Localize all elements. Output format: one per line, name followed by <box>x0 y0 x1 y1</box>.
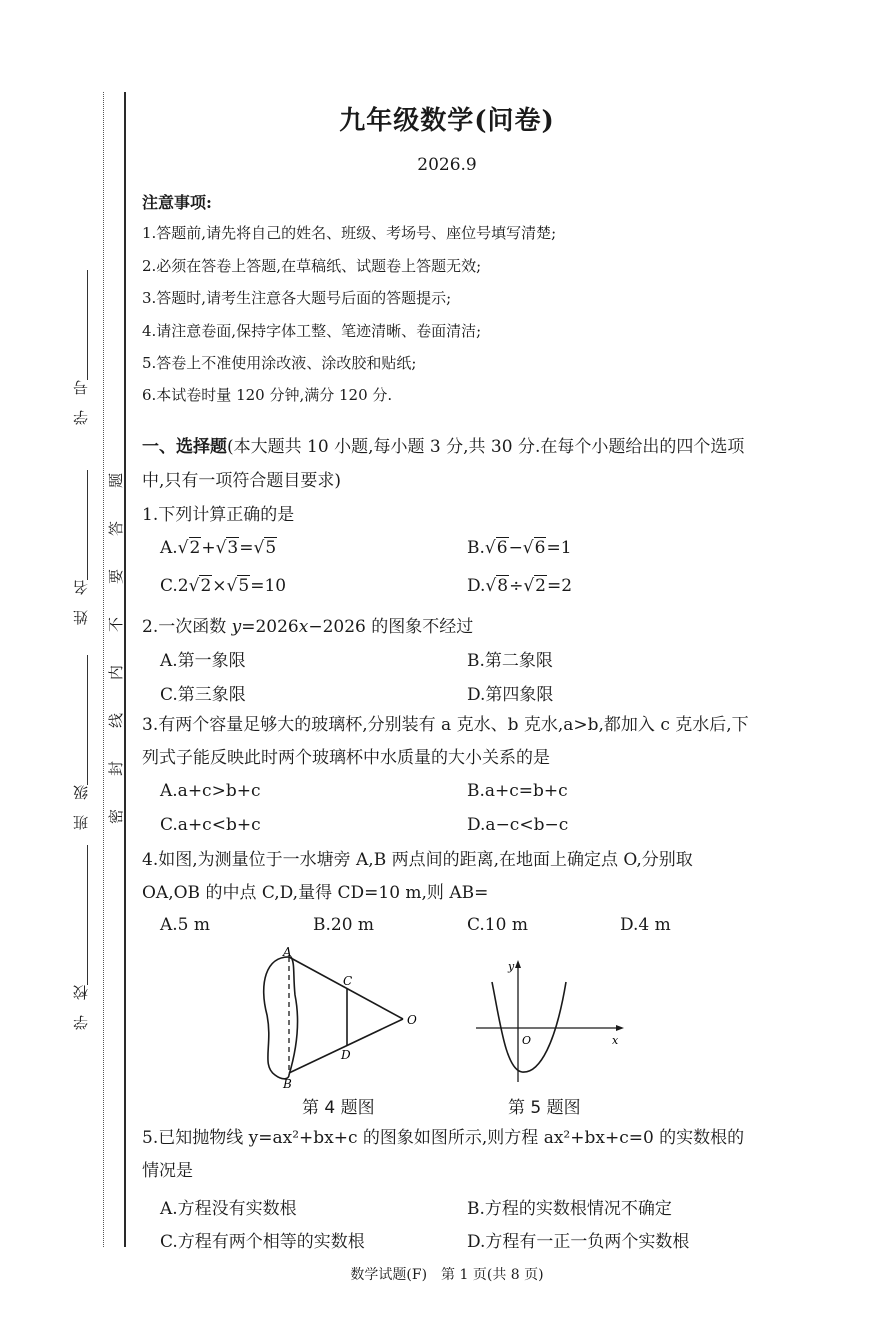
question-3-option-c[interactable]: C.a+c<b+c <box>160 815 261 835</box>
question-1-stem: 1.下列计算正确的是 <box>142 505 295 525</box>
question-5-option-c[interactable]: C.方程有两个相等的实数根 <box>160 1232 365 1252</box>
field-label: 姓 名 <box>72 580 90 625</box>
question-3-option-d[interactable]: D.a−c<b−c <box>467 815 569 835</box>
question-3-option-b[interactable]: B.a+c=b+c <box>467 781 568 801</box>
question-4-option-d[interactable]: D.4 m <box>620 915 671 935</box>
point-label-d: D <box>341 1048 351 1062</box>
note-item: 1.答题前,请先将自己的姓名、班级、考场号、座位号填写清楚; <box>142 224 557 242</box>
point-label-b: B <box>283 1077 292 1091</box>
point-label-o: O <box>407 1013 417 1027</box>
field-underline <box>87 845 88 985</box>
section-title: 一、选择题 <box>142 437 227 457</box>
section-desc: (本大题共 10 小题,每小题 3 分,共 30 分.在每个小题给出的四个选项中,只有一项符合题目要求) <box>142 437 745 491</box>
segment-ob <box>289 1019 403 1073</box>
field-label: 学 校 <box>72 985 90 1030</box>
exam-date: 2026.9 <box>417 155 477 175</box>
seal-char: 不 <box>107 616 126 633</box>
pond-outline <box>264 957 298 1079</box>
student-id-field[interactable] <box>70 270 91 425</box>
question-3-option-a[interactable]: A.a+c>b+c <box>160 781 261 801</box>
note-item: 6.本试卷时量 120 分钟,满分 120 分. <box>142 386 393 404</box>
question-2-option-b[interactable]: B.第二象限 <box>467 651 553 671</box>
question-1-option-b[interactable]: B.√6−√6=1 <box>467 538 572 558</box>
note-item: 2.必须在答卷上答题,在草稿纸、试题卷上答题无效; <box>142 257 482 275</box>
question-5-option-d[interactable]: D.方程有一正一负两个实数根 <box>467 1232 690 1252</box>
exam-title: 九年级数学(问卷) <box>339 106 555 136</box>
question-2-option-a[interactable]: A.第一象限 <box>160 651 246 671</box>
figure-4-caption: 第 4 题图 <box>302 1098 375 1118</box>
field-underline <box>87 470 88 580</box>
axis-label-y: y <box>508 960 515 973</box>
question-2-option-c[interactable]: C.第三象限 <box>160 685 246 705</box>
question-5-option-b[interactable]: B.方程的实数根情况不确定 <box>467 1199 672 1219</box>
name-field[interactable] <box>70 470 91 625</box>
y-axis-arrow <box>515 960 521 968</box>
page-footer: 数学试题(F) 第 1 页(共 8 页) <box>350 1267 544 1283</box>
seal-char: 密 <box>107 808 126 825</box>
seal-char: 答 <box>107 520 126 537</box>
field-underline <box>87 655 88 785</box>
note-item: 5.答卷上不准使用涂改液、涂改胶和贴纸; <box>142 354 417 372</box>
axis-label-x: x <box>612 1034 619 1047</box>
origin-label: O <box>522 1034 532 1047</box>
stem-part: −2026 的图象不经过 <box>308 617 474 637</box>
x-axis-arrow <box>616 1025 624 1031</box>
point-label-c: C <box>343 974 353 988</box>
figure-5-caption: 第 5 题图 <box>508 1098 581 1118</box>
seal-warning <box>107 470 126 827</box>
question-2-option-d[interactable]: D.第四象限 <box>467 685 554 705</box>
question-4-stem: 4.如图,为测量位于一水塘旁 A,B 两点间的距离,在地面上确定点 O,分别取 OA,OB 的中点 C,D,量得 CD=10 m,则 AB= <box>142 850 693 903</box>
question-1-option-d[interactable]: D.√8÷√2=2 <box>467 576 573 596</box>
field-underline <box>87 270 88 380</box>
question-4-option-a[interactable]: A.5 m <box>160 915 211 935</box>
figure-4-pond-diagram <box>255 945 435 1095</box>
question-4-option-c[interactable]: C.10 m <box>467 915 528 935</box>
note-item: 4.请注意卷面,保持字体工整、笔迹清晰、卷面清洁; <box>142 322 482 340</box>
seal-char: 题 <box>107 472 126 489</box>
question-1-option-c[interactable]: C.2√2×√5=10 <box>160 576 287 596</box>
class-field[interactable] <box>70 655 91 830</box>
field-label: 学 号 <box>72 380 90 425</box>
parabola-curve <box>492 982 566 1072</box>
figure-5-parabola-graph <box>470 952 630 1087</box>
stem-part: =2026 <box>241 617 299 637</box>
seal-char: 内 <box>107 664 126 681</box>
stem-part: 2.一次函数 <box>142 617 232 637</box>
seal-char: 封 <box>107 760 126 777</box>
seal-char: 要 <box>107 568 126 585</box>
seal-char: 线 <box>107 712 126 729</box>
field-label: 班 级 <box>72 785 90 830</box>
question-3-stem: 3.有两个容量足够大的玻璃杯,分别装有 a 克水、b 克水,a>b,都加入 c 克水后,下列式子能反映此时两个玻璃杯中水质量的大小关系的是 <box>142 715 749 768</box>
note-item: 3.答题时,请考生注意各大题号后面的答题提示; <box>142 289 452 307</box>
point-label-a: A <box>283 945 292 959</box>
question-1-option-a[interactable]: A.√2+√3=√5 <box>160 538 277 558</box>
question-5-stem: 5.已知抛物线 y=ax²+bx+c 的图象如图所示,则方程 ax²+bx+c=0 的实数根的情况是 <box>142 1128 745 1181</box>
segment-oa <box>289 957 403 1019</box>
question-4-option-b[interactable]: B.20 m <box>313 915 375 935</box>
dotted-cut-line <box>103 92 104 1247</box>
notes-heading: 注意事项: <box>142 193 212 212</box>
school-field[interactable] <box>70 845 91 1030</box>
question-2-stem: 2.一次函数 y=2026x−2026 的图象不经过 <box>142 617 474 637</box>
question-5-option-a[interactable]: A.方程没有实数根 <box>160 1199 297 1219</box>
section-heading <box>142 430 752 498</box>
